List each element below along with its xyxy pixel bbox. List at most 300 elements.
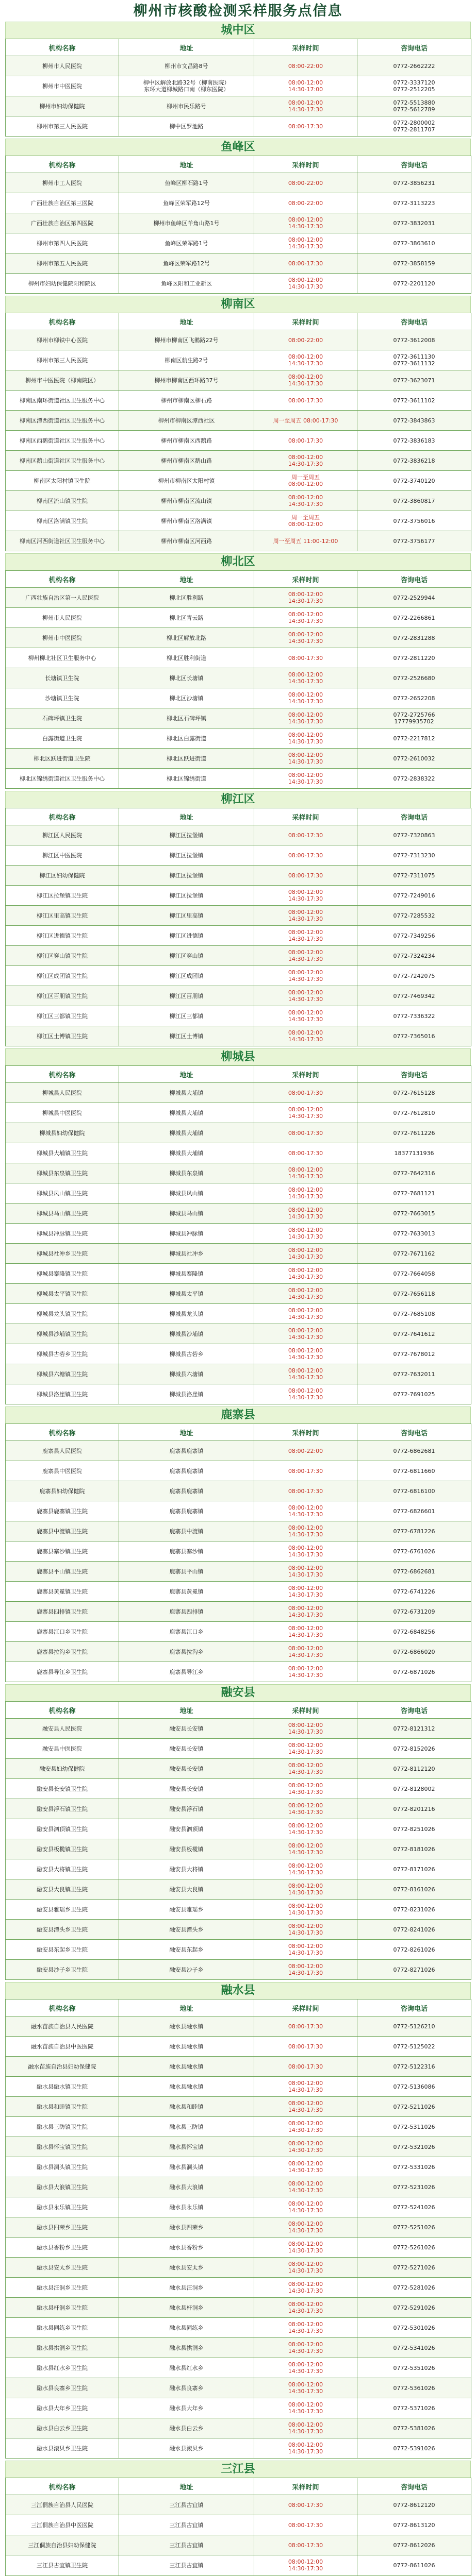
phone-number: 0772-2662222 [357, 56, 471, 76]
column-header: 咨询电话 [357, 156, 471, 173]
table-header-row [6, 571, 471, 588]
phone-number: 0772-8181026 [357, 1839, 471, 1859]
phone-number: 0772-2811220 [357, 648, 471, 668]
phone-number: 0772-5281026 [357, 2278, 471, 2298]
sampling-time: 08:00-12:00 14:30-17:30 [254, 1759, 357, 1779]
address: 柳城县古砦乡 [119, 1344, 254, 1364]
table-row [6, 769, 471, 789]
table-header-row [6, 2478, 471, 2495]
phone-number: 0772-7615128 [357, 1083, 471, 1103]
phone-number: 0772-5391026 [357, 2438, 471, 2459]
table-row [6, 2495, 471, 2515]
table-row [6, 2438, 471, 2459]
institution-name: 鹿寨县导江乡卫生院 [6, 1662, 119, 1682]
sampling-time: 08:00-12:00 14:30-17:30 [254, 1879, 357, 1900]
address: 融安县东起乡 [119, 1940, 254, 1960]
sampling-time: 08:00-22:00 [254, 1441, 357, 1461]
institution-name: 柳州市第三人民医院 [6, 350, 119, 370]
table-row [6, 1501, 471, 1521]
institution-name: 融安县妇幼保健院 [6, 1759, 119, 1779]
address: 柳江区三都镇 [119, 1006, 254, 1026]
address: 柳州市文昌路8号 [119, 56, 254, 76]
district-section [5, 791, 471, 1046]
address: 鹿寨县拉沟乡 [119, 1642, 254, 1662]
table-row [6, 2016, 471, 2037]
sampling-time: 08:00-17:30 [254, 1123, 357, 1143]
phone-number: 0772-7664058 [357, 1264, 471, 1284]
institution-name: 柳城县马山镇卫生院 [6, 1204, 119, 1224]
table-row [6, 1719, 471, 1739]
phone-number: 0772-8612120 [357, 2495, 471, 2515]
sampling-time: 08:00-17:30 [254, 391, 357, 411]
phone-number: 0772-7349256 [357, 926, 471, 946]
sampling-time: 08:00-12:00 14:30-17:30 [254, 213, 357, 233]
table-row [6, 411, 471, 431]
table-row [6, 2418, 471, 2438]
table-row [6, 866, 471, 886]
address: 柳江区拉堡镇 [119, 845, 254, 866]
sampling-site-table [5, 39, 471, 137]
district-title: 柳北区 [5, 553, 471, 570]
address: 柳州市柳南区鹅山路 [119, 451, 254, 471]
address: 融安县大良镇 [119, 1879, 254, 1900]
table-row [6, 491, 471, 511]
sampling-time: 08:00-12:00 14:30-17:30 [254, 96, 357, 116]
phone-number: 0772-7632011 [357, 1364, 471, 1384]
address: 融安县长安镇 [119, 1779, 254, 1799]
phone-number: 0772-5291026 [357, 2298, 471, 2318]
address: 融水县大年乡 [119, 2398, 254, 2418]
table-row [6, 1183, 471, 1204]
column-header: 咨询电话 [357, 313, 471, 330]
phone-number: 18377131936 [357, 1143, 471, 1163]
institution-name: 鹿寨县平山镇卫生院 [6, 1562, 119, 1582]
sampling-time: 08:00-12:00 14:30-17:30 [254, 1304, 357, 1324]
table-row [6, 1461, 471, 1481]
address: 融安县长安镇 [119, 1759, 254, 1779]
table-row [6, 1642, 471, 1662]
address: 鹿寨县寨沙镇 [119, 1541, 254, 1562]
address: 柳南区航生路2号 [119, 350, 254, 370]
table-row [6, 173, 471, 193]
sampling-time: 周一至周五 08:00-12:00 [254, 511, 357, 531]
district-section [5, 1406, 471, 1682]
institution-name: 鹿寨县中医医院 [6, 1461, 119, 1481]
institution-name: 柳城县古砦乡卫生院 [6, 1344, 119, 1364]
phone-number: 0772-2266861 [357, 608, 471, 628]
institution-name: 融水县安太乡卫生院 [6, 2258, 119, 2278]
address: 融水县永乐镇 [119, 2197, 254, 2217]
address: 柳北区解放北路 [119, 628, 254, 648]
address: 鹿寨县中渡镇 [119, 1521, 254, 1541]
sampling-time: 08:00-17:30 [254, 2535, 357, 2555]
sampling-time: 08:00-12:00 14:30-17:30 [254, 1204, 357, 1224]
address: 柳中区解放北路32号（柳南医院） 东环大道柳城路口南（柳东医院） [119, 76, 254, 96]
institution-name: 广西壮族自治区第四医院 [6, 213, 119, 233]
sampling-time: 08:00-17:30 [254, 1461, 357, 1481]
table-row [6, 2515, 471, 2535]
table-row [6, 708, 471, 728]
table-row [6, 2057, 471, 2077]
sampling-time: 08:00-12:00 14:30-17:30 [254, 2197, 357, 2217]
institution-name: 长塘镇卫生院 [6, 668, 119, 688]
sampling-time: 08:00-12:00 14:30-17:30 [254, 350, 357, 370]
table-header-row [6, 39, 471, 56]
phone-number: 0772-6848256 [357, 1622, 471, 1642]
column-header: 采样时间 [254, 156, 357, 173]
phone-number: 0772-7249016 [357, 886, 471, 906]
district-section [5, 139, 471, 294]
sampling-time: 08:00-12:00 14:30-17:30 [254, 708, 357, 728]
sampling-time: 08:00-12:00 14:30-17:30 [254, 1940, 357, 1960]
column-header: 咨询电话 [357, 1424, 471, 1441]
sampling-time: 08:00-17:30 [254, 845, 357, 866]
page [5, 0, 471, 2576]
column-header: 地址 [119, 1702, 254, 1719]
phone-number: 0772-7656118 [357, 1284, 471, 1304]
table-row [6, 1562, 471, 1582]
phone-number: 0772-2800002 0772-2811707 [357, 116, 471, 137]
phone-number: 0772-8128002 [357, 1779, 471, 1799]
institution-name: 鹿寨县拉沟乡卫生院 [6, 1642, 119, 1662]
sampling-time: 08:00-12:00 14:30-17:30 [254, 1819, 357, 1839]
sampling-time: 08:00-12:00 14:30-17:30 [254, 1719, 357, 1739]
column-header: 机构名称 [6, 39, 119, 56]
sampling-time: 08:00-12:00 14:30-17:30 [254, 2298, 357, 2318]
column-header: 采样时间 [254, 39, 357, 56]
table-header-row [6, 1702, 471, 1719]
institution-name: 三江侗族自治县妇幼保健院 [6, 2535, 119, 2555]
table-row [6, 1364, 471, 1384]
institution-name: 柳江区三都镇卫生院 [6, 1006, 119, 1026]
institution-name: 融水县杆洞乡卫生院 [6, 2298, 119, 2318]
column-header: 机构名称 [6, 313, 119, 330]
institution-name: 柳州市第三人民医院 [6, 116, 119, 137]
address: 融水县同练乡 [119, 2318, 254, 2338]
table-row [6, 1900, 471, 1920]
address: 融水县融水镇 [119, 2037, 254, 2057]
institution-name: 融水县永乐镇卫生院 [6, 2197, 119, 2217]
table-row [6, 370, 471, 391]
table-row [6, 946, 471, 966]
institution-name: 融水县红水乡卫生院 [6, 2358, 119, 2378]
phone-number: 0772-5301026 [357, 2318, 471, 2338]
phone-number: 0772-6826601 [357, 1501, 471, 1521]
sampling-time: 08:00-17:30 [254, 825, 357, 845]
address: 融水县融水镇 [119, 2057, 254, 2077]
sampling-time: 08:00-12:00 14:30-17:30 [254, 1859, 357, 1879]
sampling-time: 08:00-12:00 14:30-17:30 [254, 2318, 357, 2338]
address: 柳城县东泉镇 [119, 1163, 254, 1183]
table-row [6, 608, 471, 628]
address: 柳州市柳南区潭西社区 [119, 411, 254, 431]
institution-name: 柳州市人民医院 [6, 608, 119, 628]
sampling-time: 08:00-12:00 14:30-17:30 [254, 946, 357, 966]
table-row [6, 2535, 471, 2555]
address: 鹿寨县鹿寨镇 [119, 1501, 254, 1521]
address: 融水县融水镇 [119, 2016, 254, 2037]
address: 融水县香粉乡 [119, 2238, 254, 2258]
column-header: 地址 [119, 2478, 254, 2495]
phone-number: 0772-7324234 [357, 946, 471, 966]
table-row [6, 749, 471, 769]
table-row [6, 96, 471, 116]
sampling-time: 08:00-12:00 14:30-17:00 [254, 76, 357, 96]
phone-number: 0772-3611130 0772-3611132 [357, 350, 471, 370]
table-row [6, 193, 471, 213]
address: 鹿寨县平山镇 [119, 1562, 254, 1582]
column-header: 采样时间 [254, 571, 357, 588]
institution-name: 柳城县东泉镇卫生院 [6, 1163, 119, 1183]
address: 融水县大浪镇 [119, 2177, 254, 2197]
table-header-row [6, 313, 471, 330]
sampling-time: 周一至周五 08:00-17:30 [254, 411, 357, 431]
address: 柳江区成团镇 [119, 966, 254, 986]
sampling-time: 08:00-12:00 14:30-17:30 [254, 2358, 357, 2378]
sampling-time: 08:00-12:00 14:30-17:30 [254, 1163, 357, 1183]
table-row [6, 1204, 471, 1224]
phone-number: 0772-2610032 [357, 749, 471, 769]
institution-name: 柳江区里高镇卫生院 [6, 906, 119, 926]
district-title: 鱼峰区 [5, 139, 471, 156]
table-row [6, 628, 471, 648]
institution-name: 融安县潭头乡卫生院 [6, 1920, 119, 1940]
sampling-site-table [5, 1423, 471, 1682]
institution-name: 柳城县六塘镇卫生院 [6, 1364, 119, 1384]
institution-name: 融水苗族自治县妇幼保健院 [6, 2057, 119, 2077]
column-header: 地址 [119, 1066, 254, 1083]
address: 柳北区胜利街道 [119, 648, 254, 668]
institution-name: 广西壮族自治区第三医院 [6, 193, 119, 213]
phone-number: 0772-5231026 [357, 2177, 471, 2197]
address: 柳中区罗池路 [119, 116, 254, 137]
sampling-time: 08:00-12:00 14:30-17:30 [254, 2238, 357, 2258]
institution-name: 柳州市人民医院 [6, 56, 119, 76]
table-row [6, 2137, 471, 2157]
address: 三江县古宜镇 [119, 2535, 254, 2555]
sampling-time: 周一至周五 11:00-12:00 [254, 531, 357, 551]
phone-number: 0772-7336322 [357, 1006, 471, 1026]
table-row [6, 1244, 471, 1264]
sampling-time: 08:00-12:00 14:30-17:30 [254, 1622, 357, 1642]
phone-number: 0772-5251026 [357, 2217, 471, 2238]
column-header: 机构名称 [6, 2478, 119, 2495]
sampling-time: 08:00-12:00 14:30-17:30 [254, 728, 357, 749]
table-row [6, 886, 471, 906]
sampling-time: 08:00-12:00 14:30-17:30 [254, 1183, 357, 1204]
address: 柳州市鱼峰区羊角山路1号 [119, 213, 254, 233]
address: 柳江区进德镇 [119, 926, 254, 946]
table-row [6, 1123, 471, 1143]
phone-number: 0772-7612810 [357, 1103, 471, 1123]
phone-number: 0772-5241026 [357, 2197, 471, 2217]
phone-number: 0772-7671162 [357, 1244, 471, 1264]
sampling-time: 08:00-12:00 14:30-17:30 [254, 2398, 357, 2418]
institution-name: 柳南区鹅山街道社区卫生服务中心 [6, 451, 119, 471]
address: 融水县汪洞乡 [119, 2278, 254, 2298]
phone-number: 0772-6816100 [357, 1481, 471, 1501]
column-header: 机构名称 [6, 156, 119, 173]
column-header: 地址 [119, 808, 254, 825]
address: 鹿寨县鹿寨镇 [119, 1461, 254, 1481]
phone-number: 0772-3856231 [357, 173, 471, 193]
institution-name: 柳南区西鹅街道社区卫生服务中心 [6, 431, 119, 451]
phone-number: 0772-8121312 [357, 1719, 471, 1739]
address: 柳城县龙头镇 [119, 1304, 254, 1324]
address: 柳城县大埔镇 [119, 1083, 254, 1103]
address: 柳州市柳南区西环路37号 [119, 370, 254, 391]
sampling-site-table [5, 2478, 471, 2576]
institution-name: 柳州市妇幼保健院阳和院区 [6, 274, 119, 294]
table-row [6, 511, 471, 531]
sampling-site-table [5, 570, 471, 789]
sampling-time: 08:00-12:00 14:30-17:30 [254, 1026, 357, 1046]
sampling-site-table [5, 1065, 471, 1404]
district-title: 融安县 [5, 1684, 471, 1701]
address: 鱼峰区柳石路1号 [119, 173, 254, 193]
sampling-site-table [5, 156, 471, 294]
institution-name: 柳南区流山镇卫生院 [6, 491, 119, 511]
phone-number: 0772-5341026 [357, 2338, 471, 2358]
sampling-time: 08:00-17:30 [254, 2016, 357, 2037]
address: 融水县和睦镇 [119, 2097, 254, 2117]
sampling-time: 08:00-22:00 [254, 330, 357, 350]
sampling-time: 08:00-12:00 14:30-17:30 [254, 1364, 357, 1384]
address: 融水县白云乡 [119, 2418, 254, 2438]
phone-number: 0772-8261026 [357, 1940, 471, 1960]
institution-name: 柳城县龙头镇卫生院 [6, 1304, 119, 1324]
phone-number: 0772-5122316 [357, 2057, 471, 2077]
phone-number: 0772-3836183 [357, 431, 471, 451]
institution-name: 柳江区进德镇卫生院 [6, 926, 119, 946]
column-header: 咨询电话 [357, 1999, 471, 2016]
sampling-time: 08:00-12:00 14:30-17:30 [254, 274, 357, 294]
table-row [6, 2037, 471, 2057]
sampling-time: 08:00-12:00 14:30-17:30 [254, 2157, 357, 2177]
address: 柳江区拉堡镇 [119, 866, 254, 886]
address: 柳城县凤山镇 [119, 1183, 254, 1204]
district-title: 柳江区 [5, 791, 471, 808]
column-header: 机构名称 [6, 571, 119, 588]
address: 柳城县大埔镇 [119, 1123, 254, 1143]
column-header: 采样时间 [254, 1702, 357, 1719]
phone-number: 0772-7691025 [357, 1384, 471, 1404]
institution-name: 融水县滚贝乡卫生院 [6, 2438, 119, 2459]
table-row [6, 2398, 471, 2418]
table-row [6, 1083, 471, 1103]
table-row [6, 56, 471, 76]
sampling-time: 08:00-12:00 14:30-17:30 [254, 1344, 357, 1364]
institution-name: 柳州市第四人民医院 [6, 233, 119, 253]
phone-number: 0772-8241026 [357, 1920, 471, 1940]
column-header: 地址 [119, 156, 254, 173]
address: 柳城县社冲乡 [119, 1244, 254, 1264]
institution-name: 柳江区人民医院 [6, 825, 119, 845]
address: 柳城县洛崖镇 [119, 1384, 254, 1404]
table-row [6, 1224, 471, 1244]
address: 三江县古宜镇 [119, 2495, 254, 2515]
table-row [6, 906, 471, 926]
phone-number: 0772-7685108 [357, 1304, 471, 1324]
district-title: 柳南区 [5, 296, 471, 313]
sampling-time: 08:00-12:00 14:30-17:30 [254, 233, 357, 253]
table-row [6, 2077, 471, 2097]
address: 柳州市民乐路号 [119, 96, 254, 116]
phone-number: 0772-3611102 [357, 391, 471, 411]
institution-name: 三江侗族自治县中医医院 [6, 2515, 119, 2535]
table-row [6, 668, 471, 688]
table-row [6, 1521, 471, 1541]
institution-name: 融水县怀宝镇卫生院 [6, 2137, 119, 2157]
table-row [6, 1441, 471, 1461]
institution-name: 融水苗族自治县中医医院 [6, 2037, 119, 2057]
sampling-time: 08:00-17:30 [254, 648, 357, 668]
table-row [6, 2318, 471, 2338]
table-row [6, 1481, 471, 1501]
table-row [6, 274, 471, 294]
phone-number: 0772-3863610 [357, 233, 471, 253]
phone-number: 0772-5211026 [357, 2097, 471, 2117]
address: 鱼峰区荣军路1号 [119, 233, 254, 253]
address: 融水县融水镇 [119, 2077, 254, 2097]
sampling-site-table [5, 1999, 471, 2459]
page-title: 柳州市核酸检测采样服务点信息 [133, 3, 343, 19]
table-row [6, 1284, 471, 1304]
institution-name: 融水县大浪镇卫生院 [6, 2177, 119, 2197]
institution-name: 融安县板榄镇卫生院 [6, 1839, 119, 1859]
phone-number: 0772-2526680 [357, 668, 471, 688]
address: 融水县杆洞乡 [119, 2298, 254, 2318]
address: 融水县滚贝乡 [119, 2438, 254, 2459]
sampling-time: 08:00-12:00 14:30-17:30 [254, 1779, 357, 1799]
table-row [6, 1662, 471, 1682]
sampling-time: 08:00-12:00 14:30-17:30 [254, 1541, 357, 1562]
sampling-time: 08:00-17:30 [254, 2057, 357, 2077]
district-section [5, 1982, 471, 2459]
table-row [6, 1163, 471, 1183]
table-row [6, 116, 471, 137]
sampling-time: 08:00-12:00 14:30-17:30 [254, 1960, 357, 1980]
institution-name: 柳江区中医医院 [6, 845, 119, 866]
column-header: 咨询电话 [357, 808, 471, 825]
column-header: 咨询电话 [357, 1702, 471, 1719]
address: 柳北区石碑坪镇 [119, 708, 254, 728]
address: 柳州市柳南区西鹅路 [119, 431, 254, 451]
address: 融安县大将镇 [119, 1859, 254, 1879]
address: 柳州市柳南区河西路 [119, 531, 254, 551]
sampling-time: 08:00-12:00 14:30-17:30 [254, 491, 357, 511]
institution-name: 柳城县寨隆镇卫生院 [6, 1264, 119, 1284]
table-row [6, 1541, 471, 1562]
phone-number: 0772-5381026 [357, 2418, 471, 2438]
table-row [6, 1799, 471, 1819]
sampling-time: 08:00-12:00 14:30-17:30 [254, 1662, 357, 1682]
address: 鹿寨县导江乡 [119, 1662, 254, 1682]
table-header-row [6, 156, 471, 173]
phone-number: 0772-5271026 [357, 2258, 471, 2278]
phone-number: 0772-6741226 [357, 1582, 471, 1602]
table-header-row [6, 808, 471, 825]
column-header: 采样时间 [254, 1424, 357, 1441]
table-row [6, 2358, 471, 2378]
sampling-time: 08:00-17:30 [254, 431, 357, 451]
address: 融安县浮石镇 [119, 1799, 254, 1819]
sampling-site-table [5, 1701, 471, 1980]
sampling-time: 08:00-12:00 14:30-17:30 [254, 749, 357, 769]
phone-number: 0772-6862681 [357, 1441, 471, 1461]
institution-name: 鹿寨县四排镇卫生院 [6, 1602, 119, 1622]
institution-name: 广西壮族自治区第一人民医院 [6, 588, 119, 608]
